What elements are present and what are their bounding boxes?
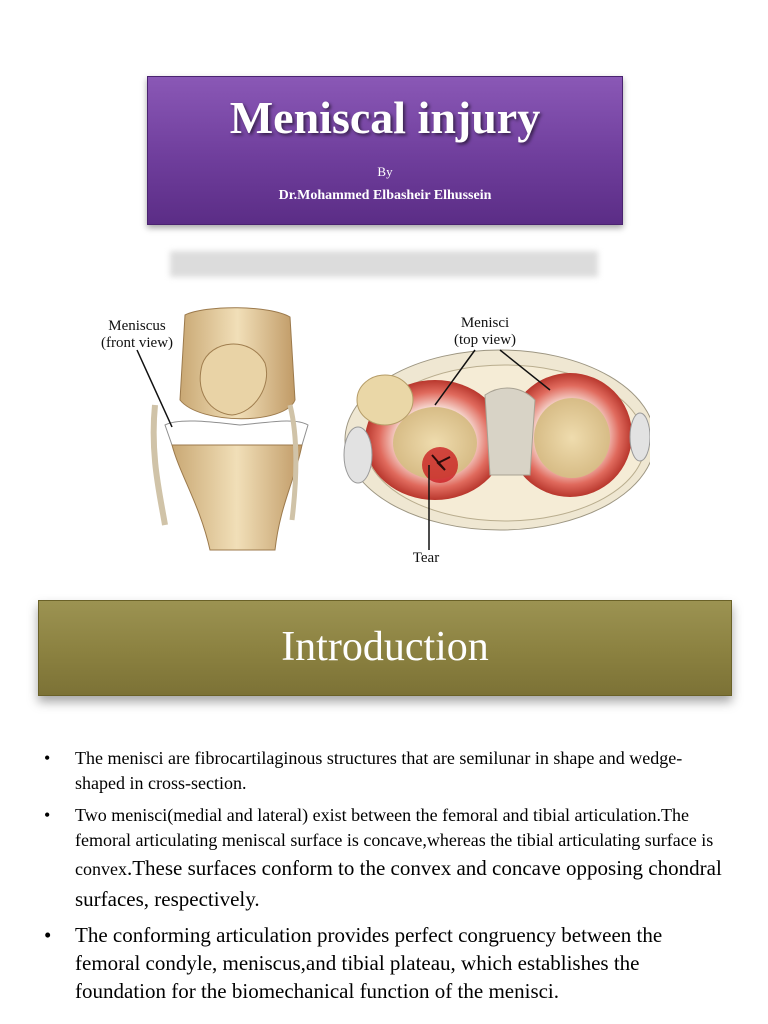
front-view-label-line2: (front view) [100, 335, 174, 351]
knee-meniscus-illustration [80, 305, 650, 575]
bullet-item [44, 921, 724, 1005]
introduction-banner [38, 600, 732, 696]
front-view-knee [137, 308, 308, 550]
bullet-marker: • [44, 748, 51, 768]
slide-title: Meniscal injury [229, 92, 541, 143]
by-label: By [377, 164, 393, 179]
title-banner [147, 76, 623, 225]
tear-label: Tear [412, 550, 440, 566]
top-view-plateau [344, 350, 650, 550]
bullet-text: Two menisci(medial and lateral) exist between the femoral and tibial articulation.The femoral articulating meniscal surface is concave,whereas the tibial articulating surface is convex [75, 805, 714, 879]
bullet-text: The conforming articulation provides perfect congruency between the femoral condyle, meniscus,and tibial plateau, which establishes the foundation for the biomechanical function of the menisci. [75, 923, 663, 1003]
bullet-marker: • [44, 805, 51, 825]
bullet-list [44, 746, 724, 1005]
bullet-item [44, 746, 724, 796]
bullet-text-continued: .These surfaces conform to the convex and concave opposing chondral surfaces, respectively. [75, 856, 722, 911]
bullet-item [44, 803, 724, 915]
top-view-label-line1: Menisci [460, 315, 510, 331]
bullet-marker: • [44, 923, 52, 947]
top-view-label-line2: (top view) [453, 332, 517, 348]
decorative-shadow-bar [170, 251, 598, 277]
bullet-text: The menisci are fibrocartilaginous structures that are semilunar in shape and wedge-shaped in cross-section. [75, 748, 683, 793]
section-heading: Introduction [281, 624, 489, 670]
front-view-label-line1: Meniscus [108, 318, 166, 334]
author-name: Dr.Mohammed Elbasheir Elhussein [278, 188, 492, 203]
